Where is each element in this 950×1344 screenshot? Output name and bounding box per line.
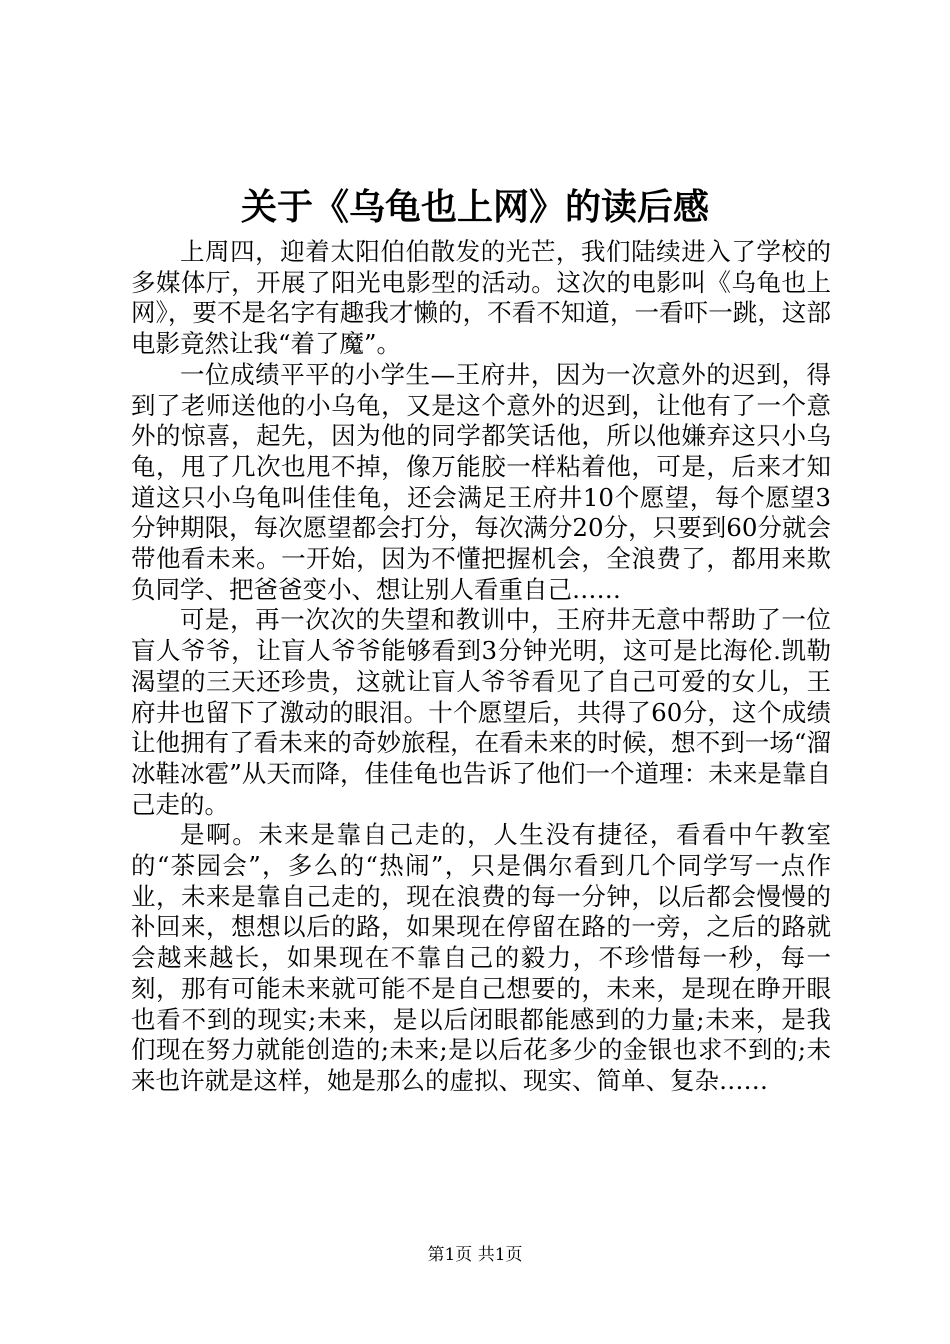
paragraph: 可是，再一次次的失望和教训中，王府井无意中帮助了一位盲人爷爷，让盲人爷爷能够看到3分钟光明，这可是比海伦.凯勒渴望的三天还珍贵，这就让盲人爷爷看见了自己可爱的女儿，王府井也留下了激动的眼泪。十个愿望后，共得了60分，这个成绩让他拥有了看未来的奇妙旅程，在看未来的时候，想不到一场“溜冰鞋冰雹”从天而降，佳佳龟也告诉了他们一个道理：未来是靠自己走的。 xyxy=(131,605,831,819)
paragraph: 是啊。未来是靠自己走的，人生没有捷径，看看中午教室的“茶园会”，多么的“热闹”，只是偶尔看到几个同学写一点作业，未来是靠自己走的，现在浪费的每一分钟，以后都会慢慢的补回来，想想以后的路，如果现在停留在路的一旁，之后的路就会越来越长，如果现在不靠自己的毅力，不珍惜每一秒，每一刻，那有可能未来就可能不是自己想要的，未来，是现在睁开眼也看不到的现实;未来，是以后闭眼都能感到的力量;未来，是我们现在努力就能创造的;未来;是以后花多少的金银也求不到的;未来也许就是这样，她是那么的虚拟、现实、简单、复杂…… xyxy=(131,820,831,1095)
paragraph: 一位成绩平平的小学生—王府井，因为一次意外的迟到，得到了老师送他的小乌龟，又是这个意外的迟到，让他有了一个意外的惊喜，起先，因为他的同学都笑话他，所以他嫌弃这只小乌龟，甩了几次也甩不掉，像万能胶一样粘着他，可是，后来才知道这只小乌龟叫佳佳龟，还会满足王府井10个愿望，每个愿望3分钟期限，每次愿望都会打分，每次满分20分，只要到60分就会带他看未来。一开始，因为不懂把握机会，全浪费了，都用来欺负同学、把爸爸变小、想让别人看重自己…… xyxy=(131,359,831,604)
page-number-label: 第1页 共1页 xyxy=(427,1245,523,1265)
page-footer xyxy=(0,1243,950,1267)
document-body xyxy=(131,237,831,1097)
document-title: 关于《乌龟也上网》的读后感 xyxy=(240,186,709,228)
paragraph: 上周四，迎着太阳伯伯散发的光芒，我们陆续进入了学校的多媒体厅，开展了阳光电影型的活动。这次的电影叫《乌龟也上网》，要不是名字有趣我才懒的，不看不知道，一看吓一跳，这部电影竟然让我“着了魔”。 xyxy=(131,237,831,359)
